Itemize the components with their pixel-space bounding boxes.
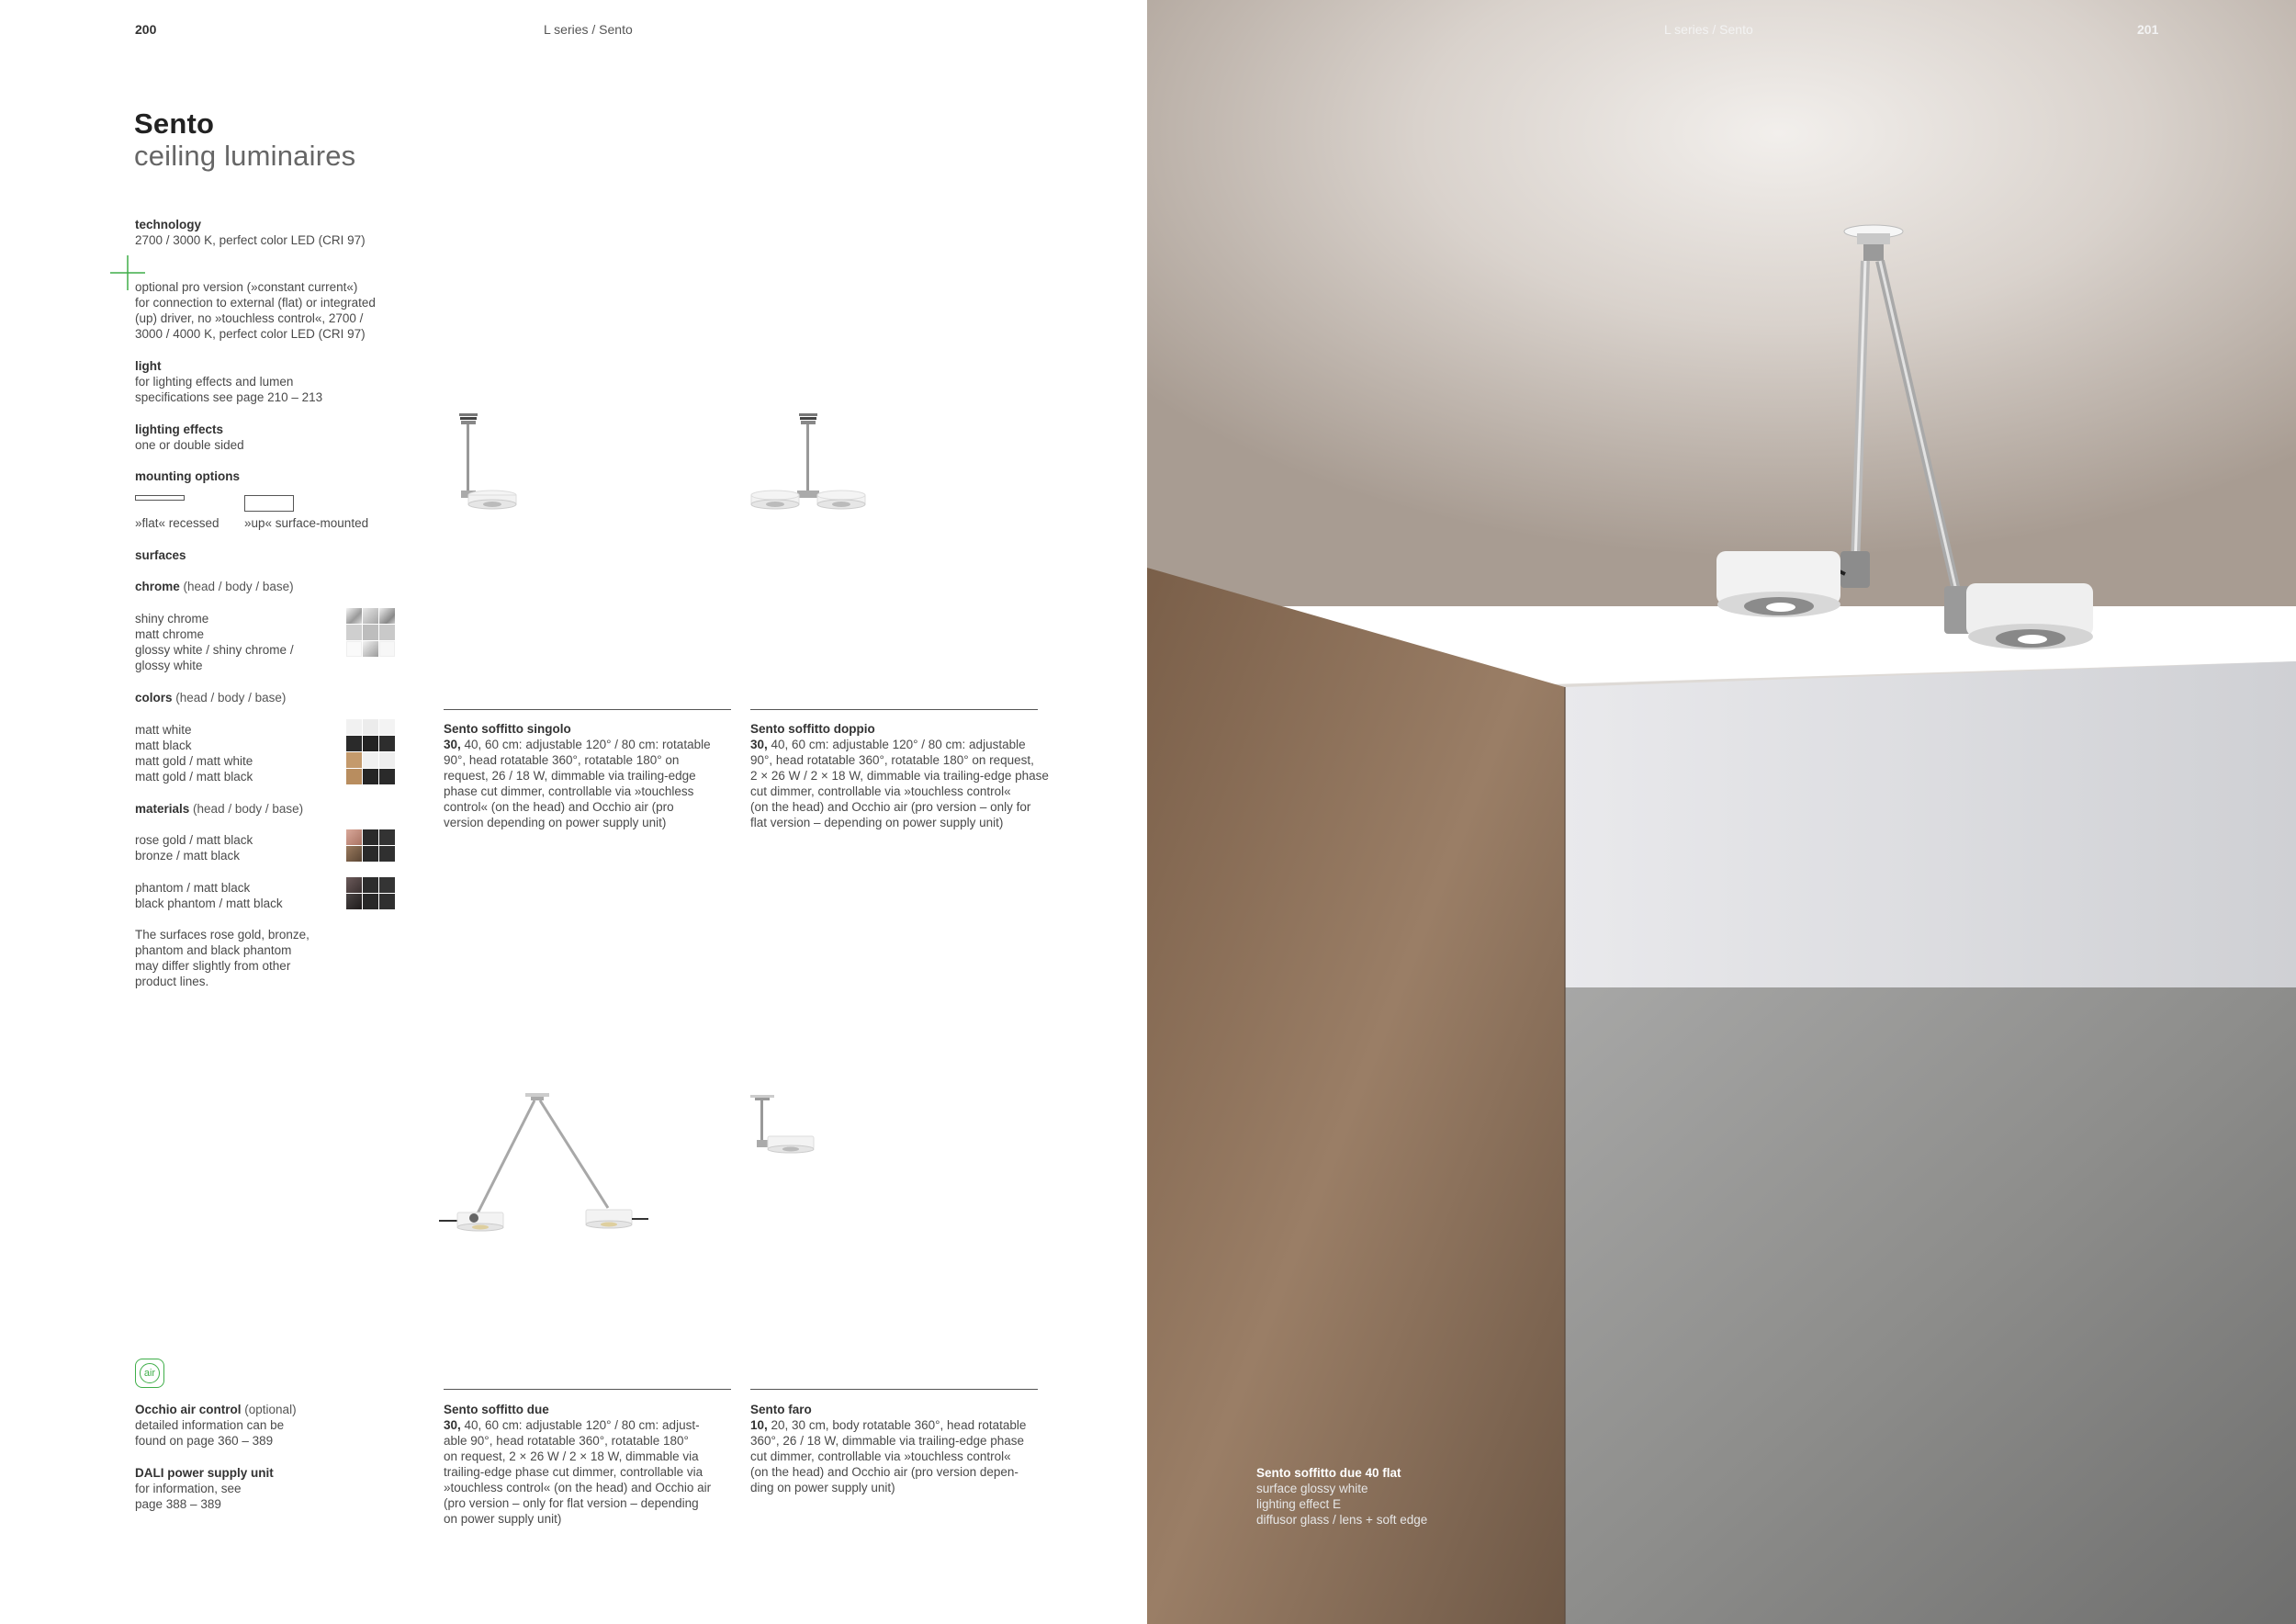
chrome-suffix: (head / body / base)	[179, 580, 294, 593]
effects-block	[135, 422, 401, 453]
product-desc: 40, 60 cm: adjustable 120° / 80 cm: adjust-	[460, 1418, 700, 1432]
swatch-matt-black	[379, 894, 395, 909]
materials-suffix: (head / body / base)	[189, 802, 304, 816]
product-desc: 2 × 26 W / 2 × 18 W, dimmable via trailing-edge phase	[750, 769, 1049, 783]
materials-list-1	[135, 832, 319, 863]
product-desc: cut dimmer, controllable via »touchless control«	[750, 1449, 1011, 1463]
swatch-matt-black	[363, 736, 378, 751]
faro-image	[746, 1088, 856, 1180]
color-item: matt black	[135, 739, 192, 752]
swatch-matt-white	[363, 719, 378, 735]
product-desc: ding on power supply unit)	[750, 1481, 895, 1494]
swatch-shiny-chrome	[363, 608, 378, 624]
page-number-left: 200	[135, 22, 157, 37]
up-mount-icon	[244, 495, 294, 512]
soffitto-singolo-image	[441, 412, 542, 558]
technology-text: 2700 / 3000 K, perfect color LED (CRI 97)	[135, 233, 366, 247]
colors-heading-line	[135, 690, 286, 705]
material-item: bronze / matt black	[135, 849, 241, 863]
page-subtitle: ceiling luminaires	[134, 140, 356, 172]
materials-heading: materials	[135, 802, 190, 816]
running-header-left: L series / Sento	[544, 22, 633, 37]
product-name: Sento faro	[750, 1403, 812, 1416]
pro-line: for connection to external (flat) or integrated	[135, 296, 376, 310]
swatch-matt-black	[363, 769, 378, 784]
swatch-matt-black	[379, 846, 395, 862]
caption-line: surface glossy white	[1256, 1482, 1368, 1495]
swatch-matt-black	[363, 846, 378, 862]
product-desc: request, 26 / 18 W, dimmable via trailing-edge	[444, 769, 696, 783]
swatch-black-phantom	[346, 894, 362, 909]
technology-heading: technology	[135, 218, 202, 231]
note-line: product lines.	[135, 975, 209, 988]
product-desc: 90°, head rotatable 360°, rotatable 180° on request,	[750, 753, 1034, 767]
chrome-heading-line	[135, 579, 294, 594]
swatch-glossy-white	[379, 641, 395, 657]
swatch-rose-gold	[346, 829, 362, 845]
occhio-suffix: (optional)	[241, 1403, 297, 1416]
product-desc: (on the head) and Occhio air (pro version depen-	[750, 1465, 1019, 1479]
swatch-matt-white	[363, 752, 378, 768]
chrome-item: shiny chrome	[135, 612, 209, 626]
dali-heading: DALI power supply unit	[135, 1466, 274, 1480]
product-desc: 20, 30 cm, body rotatable 360°, head rotatable	[767, 1418, 1027, 1432]
swatch-matt-chrome	[379, 625, 395, 640]
product-desc: flat version – depending on power supply unit)	[750, 816, 1004, 829]
swatch-glossy-white	[346, 641, 362, 657]
left-page	[0, 0, 1147, 1624]
chrome-list	[135, 611, 319, 673]
soffitto-doppio-image	[744, 412, 891, 558]
right-page	[1147, 0, 2296, 1624]
product-soffitto-doppio	[750, 721, 1063, 830]
product-lead: 30,	[750, 738, 768, 751]
note-line: phantom and black phantom	[135, 943, 292, 957]
product-divider	[750, 1389, 1038, 1390]
product-desc: trailing-edge phase cut dimmer, controllable via	[444, 1465, 703, 1479]
color-item: matt white	[135, 723, 192, 737]
flat-mount-icon	[135, 495, 185, 501]
colors-suffix: (head / body / base)	[172, 691, 287, 705]
product-desc: (pro version – only for flat version – depending	[444, 1496, 699, 1510]
product-soffitto-due	[444, 1402, 737, 1527]
swatch-matt-black	[379, 877, 395, 893]
materials-heading-line	[135, 801, 303, 817]
caption-line: diffusor glass / lens + soft edge	[1256, 1513, 1428, 1527]
product-soffitto-singolo	[444, 721, 737, 830]
mount-flat-label: »flat« recessed	[135, 516, 219, 530]
pro-line: 3000 / 4000 K, perfect color LED (CRI 97)	[135, 327, 366, 341]
swatch-glossy-white	[363, 641, 378, 657]
chrome-item: glossy white	[135, 659, 203, 672]
air-badge-icon	[135, 1359, 164, 1388]
technology-block	[135, 217, 401, 248]
swatch-matt-white	[379, 752, 395, 768]
colors-heading: colors	[135, 691, 173, 705]
note-line: may differ slightly from other	[135, 959, 291, 973]
swatch-phantom	[346, 877, 362, 893]
swatch-matt-gold	[346, 752, 362, 768]
product-desc: 360°, 26 / 18 W, dimmable via trailing-edge phase	[750, 1434, 1025, 1448]
light-line: specifications see page 210 – 213	[135, 390, 323, 404]
chrome-heading: chrome	[135, 580, 180, 593]
pro-line: optional pro version (»constant current«)	[135, 280, 358, 294]
swatch-matt-black	[363, 877, 378, 893]
room-photo	[1147, 0, 2296, 1624]
light-block	[135, 358, 401, 405]
product-divider	[750, 709, 1038, 710]
light-heading: light	[135, 359, 162, 373]
product-desc: 40, 60 cm: adjustable 120° / 80 cm: rotatable	[460, 738, 711, 751]
soffitto-due-image	[432, 1088, 661, 1245]
product-name: Sento soffitto doppio	[750, 722, 875, 736]
dali-line: page 388 – 389	[135, 1497, 221, 1511]
colors-list	[135, 722, 319, 784]
product-name: Sento soffitto singolo	[444, 722, 571, 736]
swatch-matt-chrome	[363, 625, 378, 640]
product-desc: control« (on the head) and Occhio air (pro	[444, 800, 674, 814]
air-badge-text: air	[140, 1363, 160, 1383]
chrome-item: glossy white / shiny chrome /	[135, 643, 294, 657]
occhio-heading: Occhio air control	[135, 1403, 242, 1416]
swatch-matt-black	[346, 736, 362, 751]
product-divider	[444, 709, 731, 710]
product-lead: 30,	[444, 1418, 461, 1432]
swatch-matt-black	[379, 769, 395, 784]
note-line: The surfaces rose gold, bronze,	[135, 928, 310, 942]
dali-line: for information, see	[135, 1482, 242, 1495]
materials-list-2	[135, 880, 319, 911]
product-lead: 30,	[444, 738, 461, 751]
swatch-matt-white	[379, 719, 395, 735]
mounting-heading: mounting options	[135, 469, 240, 483]
caption-title: Sento soffitto due 40 flat	[1256, 1466, 1401, 1480]
light-line: for lighting effects and lumen	[135, 375, 294, 389]
product-divider	[444, 1389, 731, 1390]
product-desc: cut dimmer, controllable via »touchless control«	[750, 784, 1011, 798]
swatch-shiny-chrome	[379, 608, 395, 624]
swatch-matt-black	[379, 736, 395, 751]
occhio-line: found on page 360 – 389	[135, 1434, 274, 1448]
product-desc: on request, 2 × 26 W / 2 × 18 W, dimmable via	[444, 1449, 699, 1463]
dali-block	[135, 1465, 355, 1512]
swatch-matt-black	[363, 829, 378, 845]
product-name: Sento soffitto due	[444, 1403, 549, 1416]
swatch-matt-white	[346, 719, 362, 735]
chrome-item: matt chrome	[135, 627, 205, 641]
product-desc: version depending on power supply unit)	[444, 816, 667, 829]
material-item: black phantom / matt black	[135, 897, 283, 910]
swatch-matt-black	[379, 829, 395, 845]
product-desc: on power supply unit)	[444, 1512, 562, 1526]
color-item: matt gold / matt black	[135, 770, 253, 784]
product-desc: 90°, head rotatable 360°, rotatable 180° on	[444, 753, 680, 767]
swatch-bronze	[346, 846, 362, 862]
photo-caption	[1256, 1465, 1427, 1528]
pro-line: (up) driver, no »touchless control«, 2700 /	[135, 311, 364, 325]
swatch-matt-black	[363, 894, 378, 909]
product-desc: »touchless control« (on the head) and Occhio air	[444, 1481, 712, 1494]
pro-version-block	[135, 279, 401, 342]
product-lead: 10,	[750, 1418, 768, 1432]
occhio-line: detailed information can be	[135, 1418, 285, 1432]
swatch-shiny-chrome	[346, 608, 362, 624]
material-item: phantom / matt black	[135, 881, 251, 895]
mount-up-label: »up« surface-mounted	[244, 516, 369, 530]
effects-heading: lighting effects	[135, 423, 224, 436]
swatch-matt-gold	[346, 769, 362, 784]
product-desc: (on the head) and Occhio air (pro version – only for	[750, 800, 1031, 814]
occhio-air-block	[135, 1402, 355, 1449]
effects-line: one or double sided	[135, 438, 244, 452]
product-desc: 40, 60 cm: adjustable 120° / 80 cm: adjustable	[767, 738, 1026, 751]
running-header-right: L series / Sento	[1664, 22, 1753, 37]
swatch-matt-chrome	[346, 625, 362, 640]
color-item: matt gold / matt white	[135, 754, 253, 768]
surfaces-heading: surfaces	[135, 548, 186, 562]
product-faro	[750, 1402, 1063, 1495]
product-desc: phase cut dimmer, controllable via »touchless	[444, 784, 694, 798]
product-desc: able 90°, head rotatable 360°, rotatable 180°	[444, 1434, 689, 1448]
surface-note	[135, 927, 337, 989]
page-number-right: 201	[2137, 22, 2159, 37]
page-title: Sento	[134, 107, 215, 140]
caption-line: lighting effect E	[1256, 1497, 1342, 1511]
material-item: rose gold / matt black	[135, 833, 253, 847]
